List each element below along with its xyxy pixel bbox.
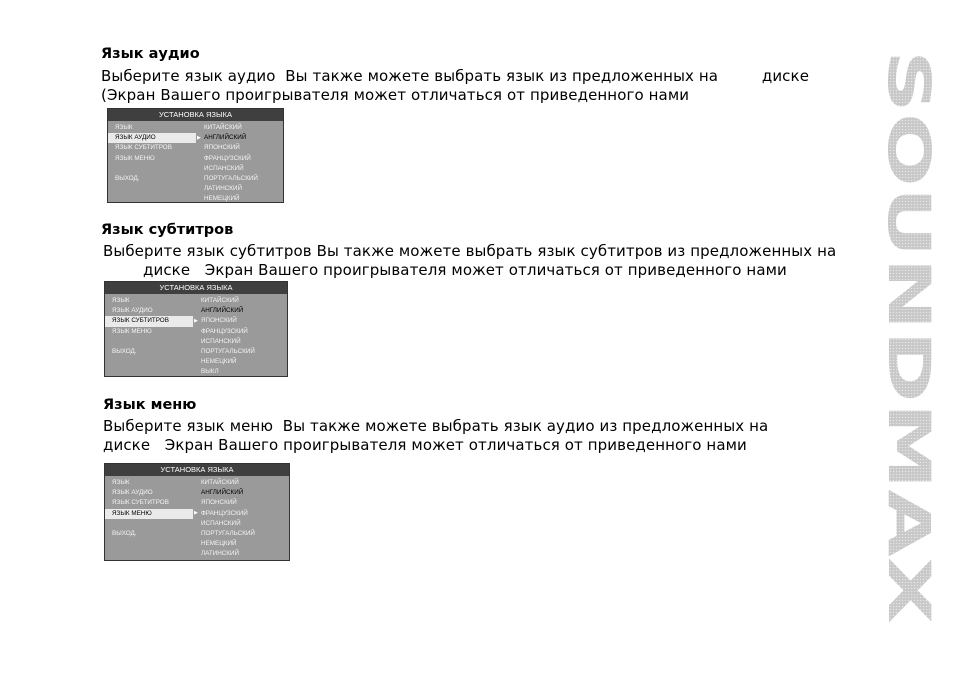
osd-language-option: НЕМЕЦКИЙ — [201, 540, 237, 548]
osd-menu-item: ВЫХОД. — [112, 347, 137, 355]
section-text-line: Выберите язык аудио Вы также можете выбрать язык из предложенных на диске — [101, 67, 810, 85]
osd-language-option: ЯПОНСКИЙ — [201, 499, 237, 507]
osd-menu-title: УСТАНОВКА ЯЗЫКА — [105, 282, 287, 294]
osd-menu-item: ВЫХОД. — [112, 529, 137, 537]
osd-language-option: ЯПОНСКИЙ — [201, 317, 237, 325]
osd-language-option: НЕМЕЦКИЙ — [204, 195, 240, 203]
triangle-right-icon: ▶ — [194, 318, 198, 324]
osd-language-option: ПОРТУГАЛЬСКИЙ — [201, 347, 255, 355]
language-setup-menu-screenshot — [104, 281, 288, 377]
section-heading-menu-language: Язык меню — [103, 397, 197, 413]
osd-menu-item: ЯЗЫК МЕНЮ — [112, 327, 152, 335]
osd-language-option: ПОРТУГАЛЬСКИЙ — [204, 174, 258, 182]
osd-language-option-selected: АНГЛИЙСКИЙ — [204, 134, 247, 142]
osd-language-option: ПОРТУГАЛЬСКИЙ — [201, 529, 255, 537]
osd-language-option: ВЫКЛ — [201, 368, 219, 376]
osd-menu-item: ЯЗЫК МЕНЮ — [115, 154, 155, 162]
osd-language-option-selected: АНГЛИЙСКИЙ — [201, 307, 244, 315]
section-text-line: (Экран Вашего проигрывателя может отличаться от приведенного нами — [101, 86, 690, 104]
language-setup-menu-screenshot — [107, 108, 284, 203]
osd-menu-title: УСТАНОВКА ЯЗЫКА — [108, 109, 283, 121]
language-setup-menu-screenshot — [104, 463, 290, 561]
osd-menu-item-selected: ЯЗЫК СУБТИТРОВ — [105, 316, 193, 326]
section-heading-subtitle-language: Язык субтитров — [101, 222, 234, 238]
osd-language-option: ЯПОНСКИЙ — [204, 144, 240, 152]
osd-language-option: ЛАТИНСКИЙ — [204, 185, 243, 193]
osd-menu-item: ЯЗЫК СУБТИТРОВ — [112, 499, 169, 507]
section-text-line: диске Экран Вашего проигрывателя может отличаться от приведенного нами — [103, 436, 747, 454]
osd-menu-title: УСТАНОВКА ЯЗЫКА — [105, 464, 289, 476]
section-text-line: Выберите язык субтитров Вы также можете выбрать язык субтитров из предложенных на — [103, 242, 837, 260]
triangle-right-icon: ▶ — [194, 510, 198, 516]
osd-language-option: ФРАНЦУЗСКИЙ — [201, 509, 248, 517]
osd-language-option: КИТАЙСКИЙ — [201, 479, 239, 486]
osd-language-option: НЕМЕЦКИЙ — [201, 358, 237, 366]
osd-menu-item: ВЫХОД. — [115, 174, 140, 182]
soundmax-logo — [875, 50, 943, 624]
osd-language-option: ФРАНЦУЗСКИЙ — [204, 154, 251, 162]
osd-menu-item: ЯЗЫК — [112, 479, 130, 486]
triangle-right-icon: ▶ — [197, 135, 201, 141]
osd-menu-item: ЯЗЫК СУБТИТРОВ — [115, 144, 172, 152]
osd-menu-item: ЯЗЫК — [115, 124, 133, 131]
osd-menu-item: ЯЗЫК АУДИО — [112, 489, 153, 497]
osd-language-option: ИСПАНСКИЙ — [204, 164, 244, 172]
osd-language-option: ИСПАНСКИЙ — [201, 337, 241, 345]
osd-language-option: КИТАЙСКИЙ — [201, 297, 239, 304]
osd-language-option: ИСПАНСКИЙ — [201, 519, 241, 527]
osd-menu-item: ЯЗЫК АУДИО — [112, 307, 153, 315]
osd-language-option: КИТАЙСКИЙ — [204, 124, 242, 131]
osd-language-option: ЛАТИНСКИЙ — [201, 550, 240, 558]
brand-logo-text: SOUNDMAX — [875, 50, 943, 433]
section-text-line: Выберите язык меню Вы также можете выбрать язык аудио из предложенных на — [103, 417, 769, 435]
section-text-line: диске Экран Вашего проигрывателя может отличаться от приведенного нами — [143, 261, 787, 279]
osd-menu-item-selected: ЯЗЫК АУДИО — [108, 133, 196, 143]
section-heading-audio-language: Язык аудио — [101, 46, 200, 62]
osd-language-option-selected: АНГЛИЙСКИЙ — [201, 489, 244, 497]
osd-language-option: ФРАНЦУЗСКИЙ — [201, 327, 248, 335]
osd-menu-item-selected: ЯЗЫК МЕНЮ — [105, 509, 193, 519]
osd-menu-item: ЯЗЫК — [112, 297, 130, 304]
